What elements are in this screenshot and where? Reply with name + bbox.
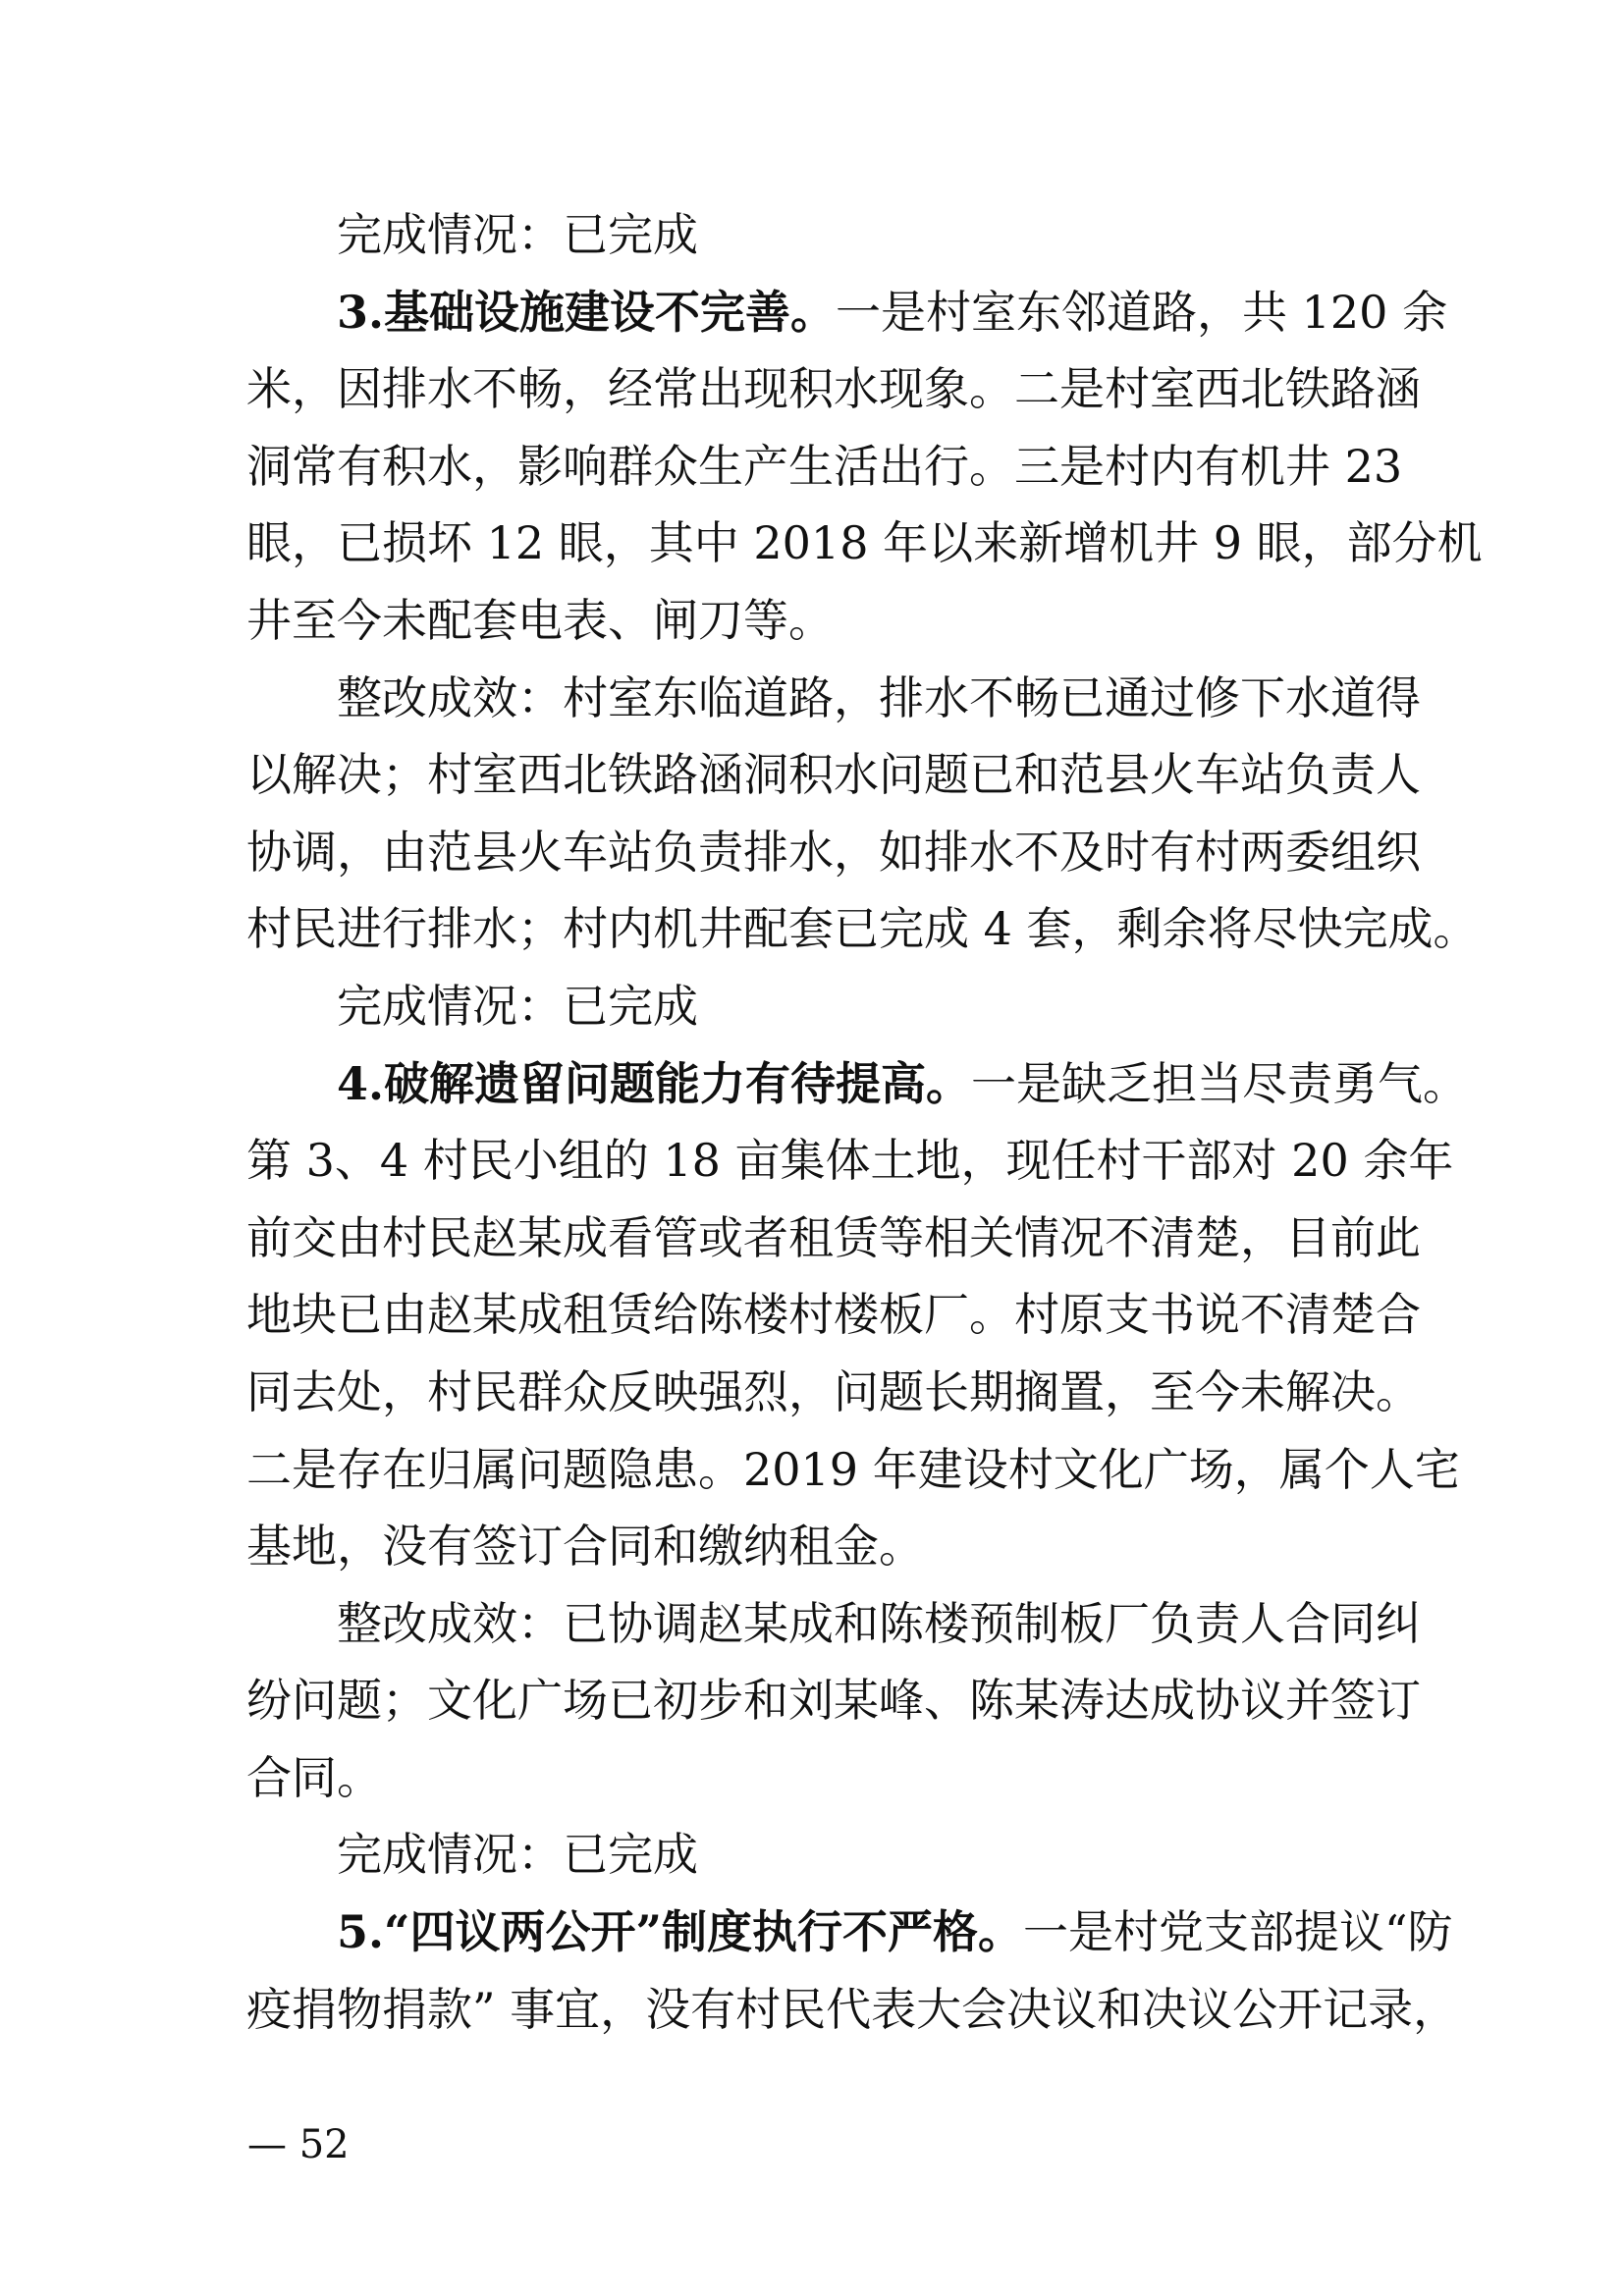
text-line bbox=[246, 1894, 1453, 1971]
text-line bbox=[246, 1816, 1385, 1894]
body-text: 整改成效：已协调赵某成和陈楼预制板厂负责人合同纠 bbox=[337, 1596, 1421, 1650]
text-line bbox=[246, 890, 1479, 968]
body-text: 地块已由赵某成租赁给陈楼村楼板厂。村原支书说不清楚合 bbox=[246, 1288, 1421, 1342]
body-text: 合同。 bbox=[246, 1750, 382, 1804]
section-heading: 5.“四议两公开”制度执行不严格。 bbox=[337, 1905, 1023, 1959]
body-text: 眼，已损坏 12 眼，其中 2018 年以来新增机井 9 眼，部分机 bbox=[246, 516, 1483, 570]
text-line bbox=[246, 660, 1421, 737]
page-number: — 52 bbox=[247, 2122, 350, 2167]
text-line bbox=[246, 505, 1483, 582]
text-line bbox=[246, 1276, 1421, 1354]
body-text: 同去处，村民群众反映强烈，问题长期搁置，至今未解决。 bbox=[246, 1364, 1421, 1418]
body-text: 井至今未配套电表、闸刀等。 bbox=[246, 593, 834, 647]
document-body bbox=[246, 196, 1483, 2048]
text-line bbox=[246, 274, 1448, 351]
body-text: 第 3、4 村民小组的 18 亩集体土地，现任村干部对 20 余年 bbox=[246, 1134, 1454, 1188]
text-line bbox=[246, 1662, 1421, 1739]
section-heading: 4.破解遗留问题能力有待提高。 bbox=[337, 1056, 972, 1110]
body-text: 基地，没有签订合同和缴纳租金。 bbox=[246, 1520, 924, 1574]
body-text: 米，因排水不畅，经常出现积水现象。二是村室西北铁路涵 bbox=[246, 362, 1421, 416]
text-line bbox=[246, 196, 1385, 274]
body-text: 一是村党支部提议“防 bbox=[1022, 1905, 1453, 1959]
body-text: 完成情况：已完成 bbox=[337, 208, 698, 261]
text-line bbox=[246, 1585, 1421, 1663]
body-text: 整改成效：村室东临道路，排水不畅已通过修下水道得 bbox=[337, 670, 1421, 724]
text-line bbox=[246, 1739, 1385, 1817]
body-text: 协调，由范县火车站负责排水，如排水不及时有村两委组织 bbox=[246, 825, 1421, 879]
text-line bbox=[246, 968, 1385, 1045]
body-text: 一是村室东邻道路，共 120 余 bbox=[836, 285, 1448, 339]
text-line bbox=[246, 1354, 1421, 1431]
body-text: 村民进行排水；村内机井配套已完成 4 套，剩余将尽快完成。 bbox=[246, 902, 1479, 956]
body-text: 前交由村民赵某成看管或者租赁等相关情况不清楚，目前此 bbox=[246, 1210, 1421, 1264]
body-text: 完成情况：已完成 bbox=[337, 979, 698, 1033]
body-text: 疫捐物捐款” 事宜，没有村民代表大会决议和决议公开记录， bbox=[246, 1982, 1459, 2036]
body-text: 以解决；村室西北铁路涵洞积水问题已和范县火车站负责人 bbox=[246, 748, 1421, 802]
text-line bbox=[246, 1971, 1459, 2049]
body-text: 完成情况：已完成 bbox=[337, 1828, 698, 1882]
body-text: 纷问题；文化广场已初步和刘某峰、陈某涛达成协议并签订 bbox=[246, 1674, 1421, 1728]
body-text: 二是存在归属问题隐患。2019 年建设村文化广场，属个人宅 bbox=[246, 1442, 1460, 1496]
body-text: 洞常有积水，影响群众生产生活出行。三是村内有机井 23 bbox=[246, 439, 1403, 493]
text-line bbox=[246, 1200, 1421, 1277]
section-heading: 3.基础设施建设不完善。 bbox=[337, 285, 837, 339]
text-line bbox=[246, 1508, 1385, 1585]
text-line bbox=[246, 350, 1421, 428]
body-text: 一是缺乏担当尽责勇气。 bbox=[971, 1056, 1469, 1110]
text-line bbox=[246, 1122, 1454, 1200]
text-line bbox=[246, 1045, 1469, 1123]
text-line bbox=[246, 582, 1385, 660]
text-line bbox=[246, 1431, 1460, 1509]
text-line bbox=[246, 428, 1403, 506]
text-line bbox=[246, 736, 1421, 814]
text-line bbox=[246, 814, 1421, 891]
